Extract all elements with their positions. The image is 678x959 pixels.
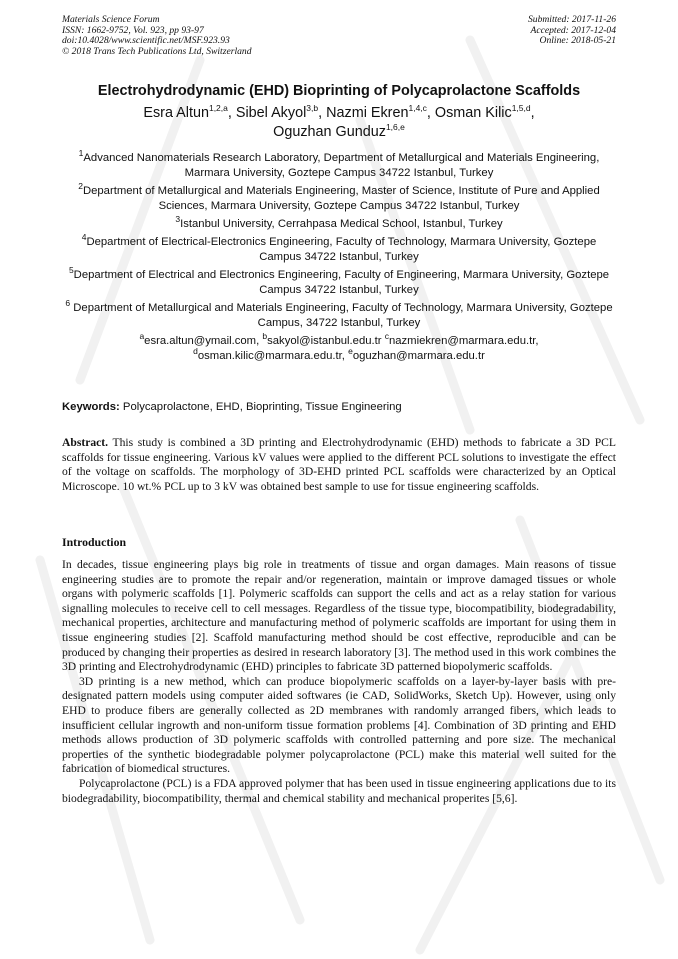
author: Osman Kilic$^{1,5,d}$, (434, 103, 535, 121)
email[interactable]: $^b$sakyol@istanbul.edu.tr (262, 331, 382, 348)
abstract-label: Abstract. (62, 436, 109, 449)
submitted-date: Submitted: 2017-11-26 (527, 14, 616, 25)
author: Oguzhan Gunduz$^{1,6,e}$ (273, 122, 405, 140)
affiliation: $^2$Department of Metallurgical and Materials Engineering, Master of Science, Institute of Pure and Applied Sciences, Marmara University, Goztepe Campus 34722 Istanbul, Turkey (78, 181, 600, 212)
issn-line: ISSN: 1662-9752, Vol. 923, pp 93-97 (62, 24, 204, 36)
email[interactable]: $^e$oguzhan@marmara.edu.tr (348, 346, 485, 362)
author: Sibel Akyol$^{3,b}$, (235, 103, 327, 121)
journal-info (62, 15, 362, 57)
keywords (62, 400, 616, 414)
keywords-label: Keywords: (62, 401, 120, 413)
journal-name: Materials Science Forum (62, 14, 160, 25)
email[interactable]: $^c$nazmiekren@marmara.edu.tr (384, 331, 536, 348)
doi-line: doi:10.4028/www.scientific.net/MSF.923.93 (62, 35, 230, 47)
author: Nazmi Ekren$^{1,4,c}$, (326, 103, 435, 121)
paragraph: 3D printing is a new method, which can produce biopolymeric scaffolds on a layer-by-layer basis with pre-designated pattern models using computer aided softwares (ie CAD, SolidWorks, Sketch Up). However, using only EHD to produce fibers are generally collected as 2D membranes with randomly arranged fibers, which leads to insufficient cellular ingrowth and non-uniform tissue formation problems [4]. Combination of 3D printing and EHD methods allows production of 3D polymeric scaffolds with controlled patterning and pore size. The mechanical properties of the synthetic biodegradable polymer polycaprolactone (PCL) make this material well suited for the fabrication of biomedical structures. (62, 674, 616, 776)
author: Esra Altun$^{1,2,a}$, (143, 103, 236, 121)
affiliation-list (62, 148, 616, 364)
submission-dates (396, 15, 616, 47)
email[interactable]: $^a$esra.altun@ymail.com (139, 331, 257, 348)
email[interactable]: $^d$osman.kilic@marmara.edu.tr (193, 346, 342, 362)
online-date: Online: 2018-05-21 (539, 35, 616, 47)
copyright-line: © 2018 Trans Tech Publications Ltd, Switzerland (62, 45, 252, 57)
affiliation: $^3$Istanbul University, Cerrahpasa Medical School, Istanbul, Turkey (175, 214, 503, 230)
abstract-text: This study is combined a 3D printing and Electrohydrodynamic (EHD) methods to fabricate a 3D PCL scaffolds for tissue engineering. Various kV values were applied to the different PCL solutions to investigate the effect of the voltage on scaffolds. The morphology of 3D-EHD printed PCL scaffolds were characterized by an Optical Microscope. 10 wt.% PCL up to 3 kV was obtained best sample to use for tissue engineering scaffolds. (62, 436, 616, 493)
paragraph: Polycaprolactone (PCL) is a FDA approved polymer that has been used in tissue engineering applications due to its biodegradability, biocompatibility, thermal and chemical stability and mechanical properites [5,6]. (62, 776, 616, 805)
author-list (60, 104, 618, 142)
paper-title: Electrohydrodynamic (EHD) Bioprinting of Polycaprolactone Scaffolds (97, 83, 581, 99)
affiliation: $^4$Department of Electrical-Electronics Engineering, Faculty of Technology, Marmara University, Goztepe Campus 34722 Istanbul, Turkey (81, 232, 597, 263)
email-list: $^a$esra.altun@ymail.com, $^b$sakyol@istanbul.edu.tr $^c$nazmiekren@marmara.edu.tr, $^d$osman.kilic@marmara.edu.tr, $^e$oguzhan@marmara.edu.tr (139, 331, 539, 362)
abstract (62, 436, 616, 494)
affiliation: $^5$Department of Electrical and Electronics Engineering, Faculty of Engineering, Marmara University, Goztepe Campus 34722 Istanbul, Turkey (68, 265, 610, 296)
affiliation: $^1$Advanced Nanomaterials Research Laboratory, Department of Metallurgical and Materials Engineering, Marmara University, Goztepe Campus 34722 Istanbul, Turkey (78, 148, 600, 179)
paragraph: In decades, tissue engineering plays big role in treatments of tissue and organ damages. Main reasons of tissue engineering studies are to promote the repair and/or regeneration, maintain or improve damaged tissues or whole organs with polymeric scaffolds [1]. Polymeric scaffolds can support the cells and act as a relay station for various signalling molecules to receive cell to cell messages. Regardless of the tissue type, biocompatibility, biodegradability, mechanical properties, architecture and manufacturing method of polymeric scaffolds are important for using them in tissue engineering studies [2]. Scaffold manufacturing method should be cost effective, reproducible and can be produced by changing their properties as desired in research laboratory [3]. The method used in this work combines the 3D printing and Electrohydrodynamic (EHD) principles to fabricate 3D patterned biopolymeric scaffolds. (62, 558, 616, 674)
accepted-date: Accepted: 2017-12-04 (530, 24, 616, 36)
affiliation: $^6$ Department of Metallurgical and Materials Engineering, Faculty of Technology, Marmara University, Goztepe Campus, 34722 Istanbul, Turkey (65, 298, 613, 329)
keywords-text: Polycaprolactone, EHD, Bioprinting, Tissue Engineering (119, 401, 402, 413)
introduction-body (62, 558, 616, 806)
section-heading: Introduction (62, 535, 127, 549)
